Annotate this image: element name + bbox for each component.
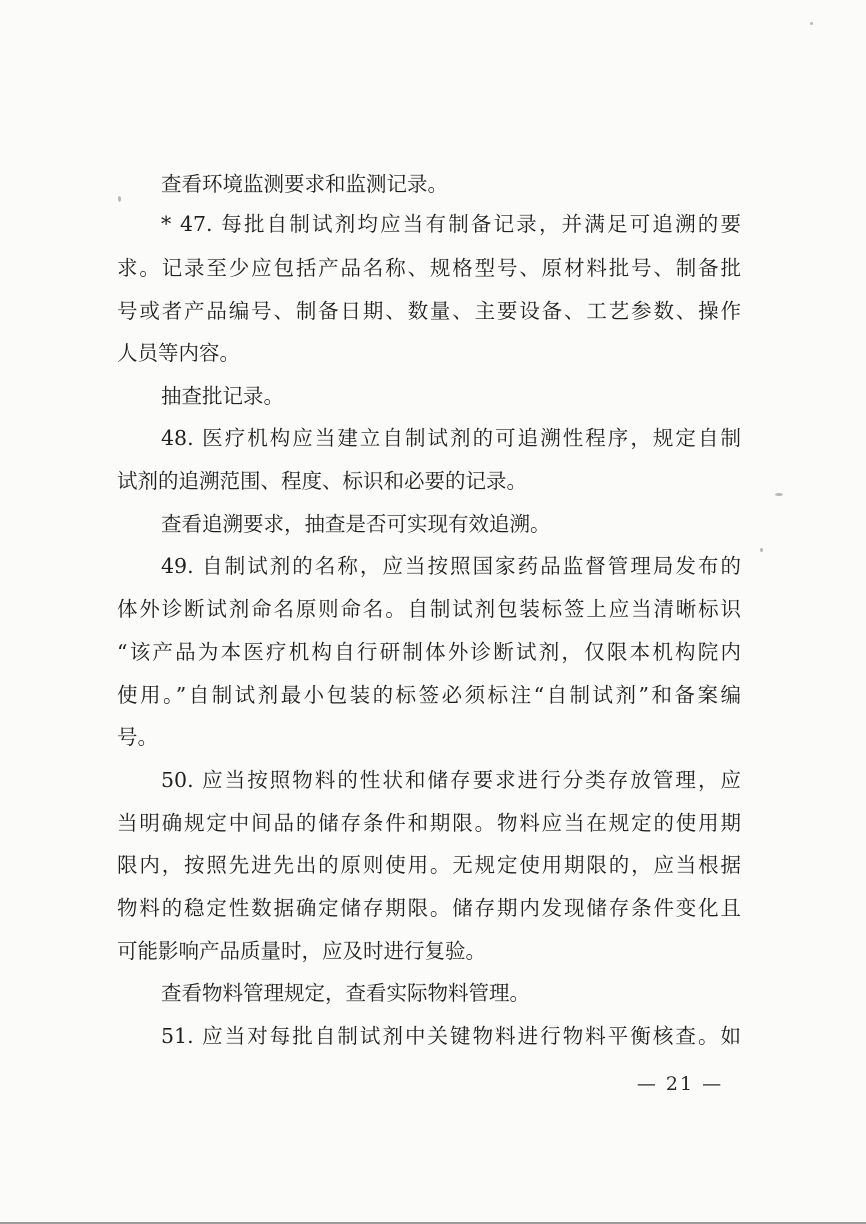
text-line: 号或者产品编号、制备日期、数量、主要设备、工艺参数、操作 [117, 299, 741, 323]
text-line: 体外诊断试剂命名原则命名。自制试剂包装标签上应当清晰标识 [117, 597, 741, 621]
text-line: 当明确规定中间品的储存条件和期限。物料应当在规定的使用期 [117, 811, 741, 835]
text-line: 可能影响产品质量时，应及时进行复验。 [117, 939, 486, 963]
text-line: 人员等内容。 [117, 341, 240, 365]
text-line: 限内，按照先进先出的原则使用。无规定使用期限的，应当根据 [117, 853, 741, 877]
text-line: 物料的稳定性数据确定储存期限。储存期内发现储存条件变化且 [117, 896, 741, 920]
text-line-environment-monitoring: 查看环境监测要求和监测记录。 [161, 172, 448, 196]
text-line: 求。记录至少应包括产品名称、规格型号、原材料批号、制备批 [117, 256, 741, 280]
text-line-item-49: 49. 自制试剂的名称，应当按照国家药品监督管理局发布的 [161, 554, 741, 578]
text-line-item-51: 51. 应当对每批自制试剂中关键物料进行物料平衡核查。如 [161, 1024, 741, 1048]
text-line-material-management-check: 查看物料管理规定，查看实际物料管理。 [161, 981, 530, 1005]
text-line: 使用。”自制试剂最小包装的标签必须标注“自制试剂”和备案编 [117, 683, 741, 707]
text-line: “该产品为本医疗机构自行研制体外诊断试剂，仅限本机构院内 [117, 640, 741, 664]
page-number: — 21 — [636, 1073, 724, 1095]
text-line: 号。 [117, 725, 158, 749]
scan-speck [775, 493, 783, 496]
text-line-traceability-check: 查看追溯要求，抽查是否可实现有效追溯。 [161, 512, 551, 536]
text-line-item-47: * 47. 每批自制试剂均应当有制备记录，并满足可追溯的要 [161, 212, 741, 236]
text-line-item-48: 48. 医疗机构应当建立自制试剂的可追溯性程序，规定自制 [161, 426, 741, 450]
text-line-item-50: 50. 应当按照物料的性状和储存要求进行分类存放管理，应 [161, 768, 741, 792]
scan-speck [810, 22, 813, 25]
scan-speck [118, 196, 121, 202]
text-line-batch-record-check: 抽查批记录。 [161, 384, 284, 408]
text-line: 试剂的追溯范围、程度、标识和必要的记录。 [117, 469, 527, 493]
scan-speck [760, 548, 763, 552]
